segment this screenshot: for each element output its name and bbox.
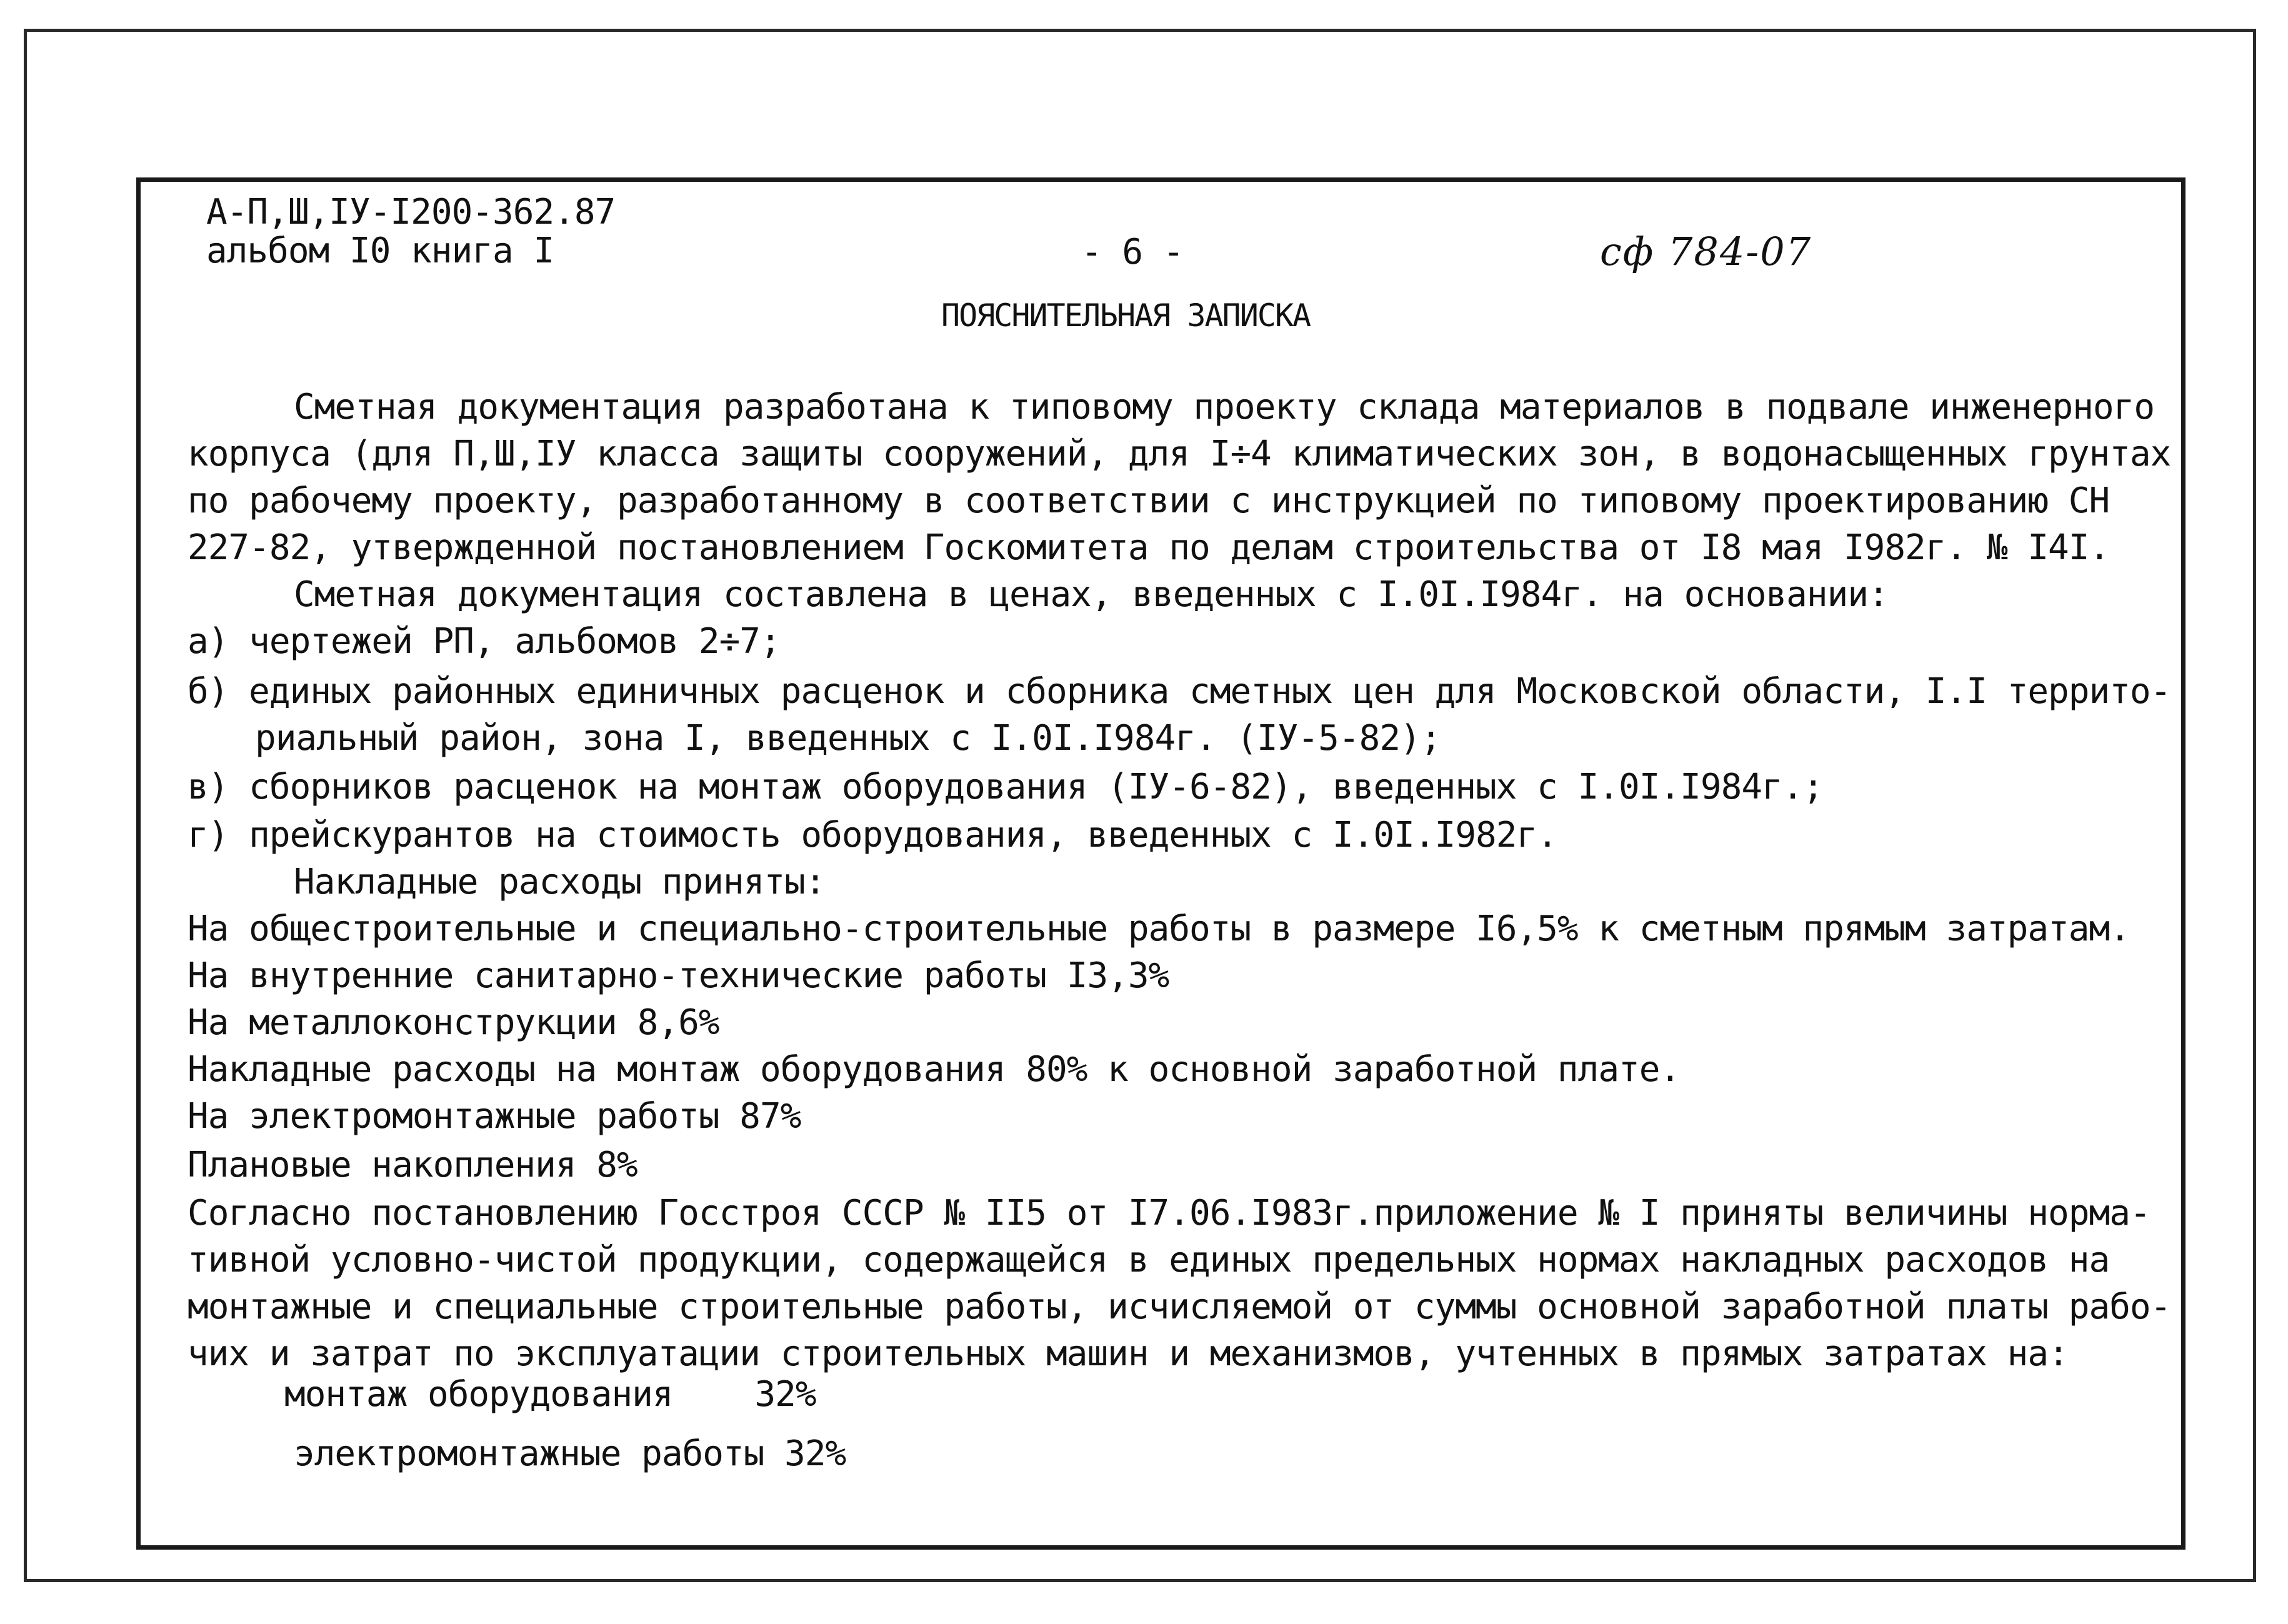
text-line: Сметная документация составлена в ценах, введенных с I.0I.I984г. на основании: <box>294 574 1889 615</box>
text-line: На внутренние санитарно-технические работы I3,3% <box>187 955 1169 996</box>
text-line: Накладные расходы приняты: <box>294 862 826 902</box>
page-number: - 6 - <box>1081 232 1184 272</box>
text-line: корпуса (для П,Ш,IУ класса защиты сооружений, для I÷4 климатических зон, в водонасыщенных грунтах <box>187 434 2171 474</box>
text-line: На общестроительные и специально-строительные работы в размере I6,5% к сметным прямым затратам. <box>187 909 2130 949</box>
text-line: Сметная документация разработана к типовому проекту склада материалов в подвале инженерного <box>294 387 2155 427</box>
text-line: по рабочему проекту, разработанному в соответствии с инструкцией по типовому проектированию СН <box>187 481 2110 521</box>
list-item: б) единых районных единичных расценок и сборника сметных цен для Московской области, I.I террито- <box>187 671 2171 712</box>
text-line: тивной условно-чистой продукции, содержащейся в единых предельных нормах накладных расходов на <box>187 1240 2110 1280</box>
list-item: а) чертежей РП, альбомов 2÷7; <box>187 621 781 662</box>
text-line: На электромонтажные работы 87% <box>187 1096 801 1137</box>
text-line: На металлоконструкции 8,6% <box>187 1002 719 1043</box>
text-line: 227-82, утвержденной постановлением Госкомитета по делам строительства от I8 мая I982г. № I4I. <box>187 527 2110 568</box>
album-label: альбом I0 книга I <box>206 231 554 271</box>
handwritten-mark: сф 784-07 <box>1600 229 1812 274</box>
list-item: г) прейскурантов на стоимость оборудования, введенных с I.0I.I982г. <box>187 815 1557 855</box>
text-line: Согласно постановлению Госстроя СССР № II5 от I7.06.I983г.приложение № I приняты величины норма- <box>187 1193 2151 1233</box>
text-line: чих и затрат по эксплуатации строительных машин и механизмов, учтенных в прямых затратах на: <box>187 1333 2069 1374</box>
text-line: Плановые накопления 8% <box>187 1145 637 1185</box>
document-code: А-П,Ш,IУ-I200-362.87 <box>206 192 616 232</box>
page-title: ПОЯСНИТЕЛЬНАЯ ЗАПИСКА <box>941 297 1311 334</box>
text-line: монтажные и специальные строительные работы, исчисляемой от суммы основной заработной платы рабо- <box>187 1287 2171 1327</box>
list-item: в) сборников расценок на монтаж оборудования (IУ-6-82), введенных с I.0I.I984г.; <box>187 767 1824 807</box>
list-item-continuation: риальный район, зона I, введенных с I.0I.I984г. (IУ-5-82); <box>255 718 1441 759</box>
text-line: электромонтажные работы 32% <box>294 1433 846 1474</box>
text-line: Накладные расходы на монтаж оборудования 80% к основной заработной плате. <box>187 1049 1681 1090</box>
text-line: монтаж оборудования 32% <box>284 1374 816 1415</box>
